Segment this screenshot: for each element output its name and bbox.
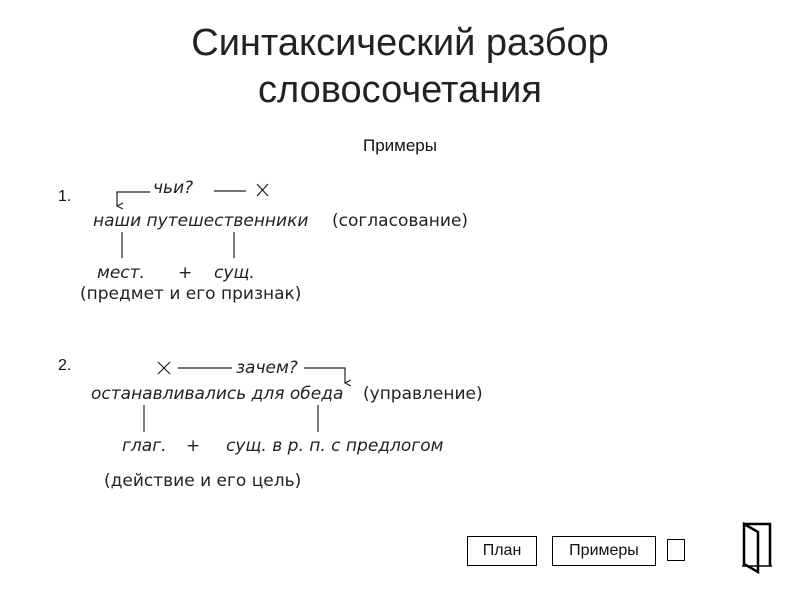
example-1-phrase: наши путешественники [93, 211, 309, 231]
example-2-meaning: (действие и его цель) [104, 471, 302, 491]
door-exit-icon[interactable] [738, 518, 778, 574]
example-1-pos-right: сущ. [214, 263, 255, 283]
example-1-plus: + [178, 263, 193, 283]
page-subtitle: Примеры [363, 136, 437, 155]
example-2-phrase: останавливались для обеда [91, 384, 344, 404]
example-2-pos-left: глаг. [122, 436, 167, 456]
example-1-meaning: (предмет и его признак) [80, 284, 302, 304]
example-2-main-word-cross-icon [158, 362, 170, 374]
example-2-pos-right: сущ. в р. п. с предлогом [226, 436, 444, 456]
example-1-relation-type: (согласование) [332, 211, 469, 231]
square-icon[interactable] [667, 539, 685, 561]
example-1-pos-left: мест. [97, 263, 145, 283]
example-1-question-arrow [117, 192, 150, 206]
example-1-number: 1. [58, 188, 72, 205]
page-title-line-1: Синтаксический разбор [191, 22, 609, 64]
example-2-question: зачем? [236, 358, 298, 378]
page-title-line-2: словосочетания [258, 69, 542, 111]
example-2-relation-type: (управление) [363, 384, 483, 404]
examples-button[interactable]: Примеры [552, 536, 656, 566]
example-2-number: 2. [58, 357, 72, 374]
plan-button[interactable]: План [467, 536, 537, 566]
example-2-plus: + [186, 436, 201, 456]
example-1-main-word-cross-icon [257, 184, 268, 196]
example-2-question-arrow [304, 368, 345, 383]
example-1-question: чьи? [153, 178, 194, 198]
